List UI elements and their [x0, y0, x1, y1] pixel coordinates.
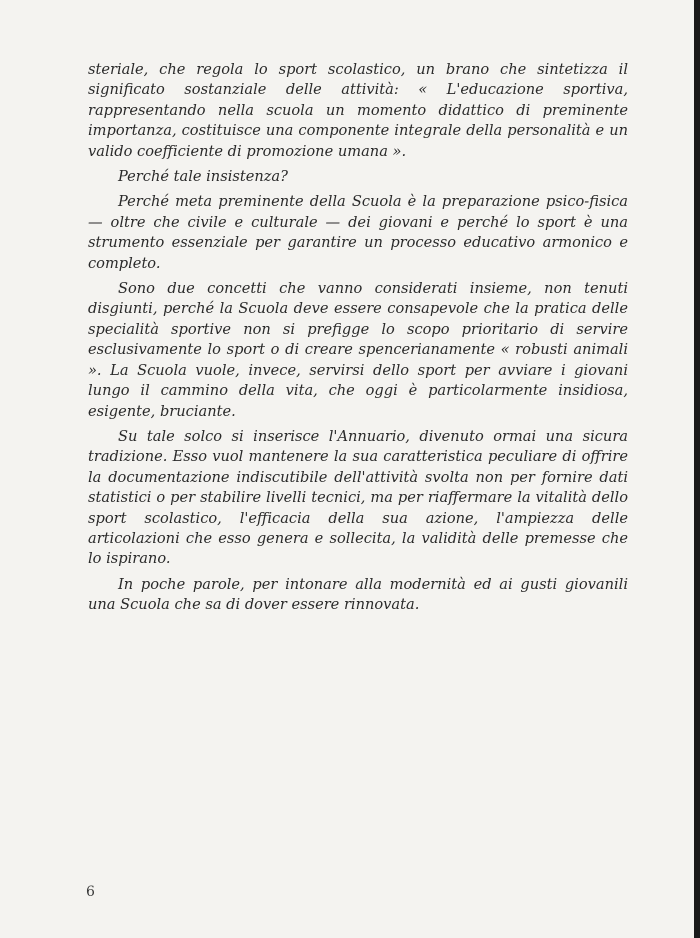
page-edge-shadow [694, 0, 700, 938]
paragraph-question: Perché tale insistenza? [118, 168, 288, 186]
paragraph-continuation: steriale, che regola lo sport scolastico, un brano che sintetizza il significato sostanziale delle attività: « L'educazione sportiva, rappresentando nella scuola un momento didattico di preminente importanza, costituisce una componente integrale della personalità e un valido coefficiente di promozione umana ». [88, 61, 628, 160]
body-text [88, 60, 628, 621]
paragraph-purpose: Perché meta preminente della Scuola è la preparazione psico-fisica — oltre che civile e culturale — dei giovani e perché lo sport è una strumento essenziale per garantire un processo educativo armonico e completo. [88, 193, 628, 272]
paragraph-conclusion: In poche parole, per intonare alla modernità ed ai gusti giovanili una Scuola che sa di dover essere rinnovata. [88, 575, 628, 614]
paragraph-concepts: Sono due concetti che vanno considerati insieme, non tenuti disgiunti, perché la Scuola deve essere consapevole che la pratica delle specialità sportive non si prefigge lo scopo prioritario di servire esclusivamente lo sport o di creare spencerianamente « robusti animali ». La Scuola vuole, invece, servirsi dello sport per avviare i giovani lungo il cammino della vita, che oggi è particolarmente insidiosa, esigente, bruciante. [88, 280, 628, 420]
page-number: 6 [86, 884, 95, 900]
paragraph-annuario: Su tale solco si inserisce l'Annuario, divenuto ormai una sicura tradizione. Esso vuol mantenere la sua caratteristica peculiare di offrire la documentazione indiscutibile dell'attività svolta non per fornire dati statistici o per stabilire livelli tecnici, ma per riaffermare la vitalità dello sport scolastico, l'efficacia della sua azione, l'ampiezza delle articolazioni che esso genera e sollecita, la validità delle premesse che lo ispirano. [88, 427, 628, 568]
